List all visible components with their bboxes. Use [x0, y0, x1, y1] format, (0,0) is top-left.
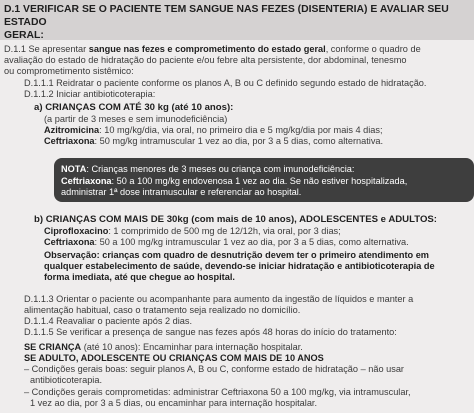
- note-line-2: Ceftriaxona: 50 a 100 mg/kg endovenosa 1 vez ao dia. Se não estiver hospitalizada,: [61, 176, 408, 186]
- section-header: [0, 0, 474, 40]
- bullet-1-line-2: antibioticoterapia.: [30, 375, 103, 385]
- d113-line-2: alimentação habitual, caso o tratamento seja realizado no domicílio.: [24, 305, 301, 315]
- header-line-2: GERAL:: [4, 30, 44, 41]
- header-line-1: D.1 VERIFICAR SE O PACIENTE TEM SANGUE NAS FEZES (DISENTERIA) E AVALIAR SEU ESTADO: [4, 4, 449, 28]
- ceftriaxona-b-line: Ceftriaxona: 50 a 100 mg/kg intramuscular 1 vez ao dia, por 3 a 5 dias, como alternativa.: [44, 237, 409, 247]
- se-adulto-heading: SE ADULTO, ADOLESCENTE OU CRIANÇAS COM MAIS DE 10 ANOS: [24, 353, 324, 363]
- d115-line: D.1.1.5 Se verificar a presença de sangue nas fezes após 48 horas do início do tratamento:: [24, 327, 397, 337]
- note-line-3: administrar 1ª dose intramuscular e referenciar ao hospital.: [61, 187, 302, 197]
- d112-line: D.1.1.2 Iniciar antibioticoterapia:: [24, 89, 156, 99]
- ciprofloxacino-line: Ciprofloxacino: 1 comprimido de 500 mg de 12/12h, via oral, por 3 dias;: [44, 226, 341, 236]
- d111-line: D.1.1.1 Reidratar o paciente conforme os planos A, B ou C definido segundo estado de hidratação.: [24, 78, 427, 88]
- d11-line-2: avaliação do estado de hidratação do paciente e/ou febre alta persistente, dor abdominal, tenesmo: [4, 55, 407, 65]
- note-line-1: NOTA: Crianças menores de 3 meses ou criança com imunodeficiência:: [61, 164, 355, 174]
- bullet-2-line-1: – Condições gerais comprometidas: administrar Ceftriaxona 50 a 100 mg/kg, via intramuscular,: [24, 387, 411, 397]
- d114-line: D.1.1.4 Reavaliar o paciente após 2 dias.: [24, 316, 193, 326]
- bullet-1-line-1: – Condições gerais boas: seguir planos A, B ou C, conforme estado de hidratação – não usar: [24, 364, 404, 374]
- d11-line-3: ou comprometimento sistêmico:: [4, 66, 134, 76]
- section-b-heading: b) CRIANÇAS COM MAIS DE 30kg (com mais de 10 anos), ADOLESCENTES e ADULTOS:: [34, 214, 437, 225]
- note-box: [54, 158, 474, 202]
- observacao-line-2: qualquer estabelecimento de saúde, devendo-se iniciar hidratação e antibioticoterapia de: [44, 261, 435, 271]
- d11-line-1: D.1.1 Se apresentar sangue nas fezes e comprometimento do estado geral, conforme o quadro de: [4, 44, 421, 54]
- se-crianca-line: SE CRIANÇA (até 10 anos): Encaminhar para internação hospitalar.: [24, 342, 303, 352]
- d11-bold: sangue nas fezes e comprometimento do estado geral: [88, 44, 326, 54]
- section-a-condition: (a partir de 3 meses e sem imunodeficiência): [44, 114, 228, 124]
- azitromicina-line: Azitromicina: 10 mg/kg/dia, via oral, no primeiro dia e 5 mg/kg/dia por mais 4 dias;: [44, 125, 383, 135]
- observacao-line-3: forma imediata, até que chegue ao hospital.: [44, 272, 235, 282]
- d113-line-1: D.1.1.3 Orientar o paciente ou acompanhante para aumento da ingestão de líquidos e manter a: [24, 294, 414, 304]
- bullet-2-line-2: 1 vez ao dia, por 3 a 5 dias, ou encaminhar para internação hospitalar.: [30, 398, 318, 408]
- section-a-heading: a) CRIANÇAS COM ATÉ 30 kg (até 10 anos):: [34, 102, 234, 113]
- ceftriaxona-a-line: Ceftriaxona: 50 mg/kg intramuscular 1 vez ao dia, por 3 a 5 dias, como alternativa.: [44, 136, 384, 146]
- observacao-line-1: Observação: crianças com quadro de desnutrição devem ter o primeiro atendimento em: [44, 250, 429, 260]
